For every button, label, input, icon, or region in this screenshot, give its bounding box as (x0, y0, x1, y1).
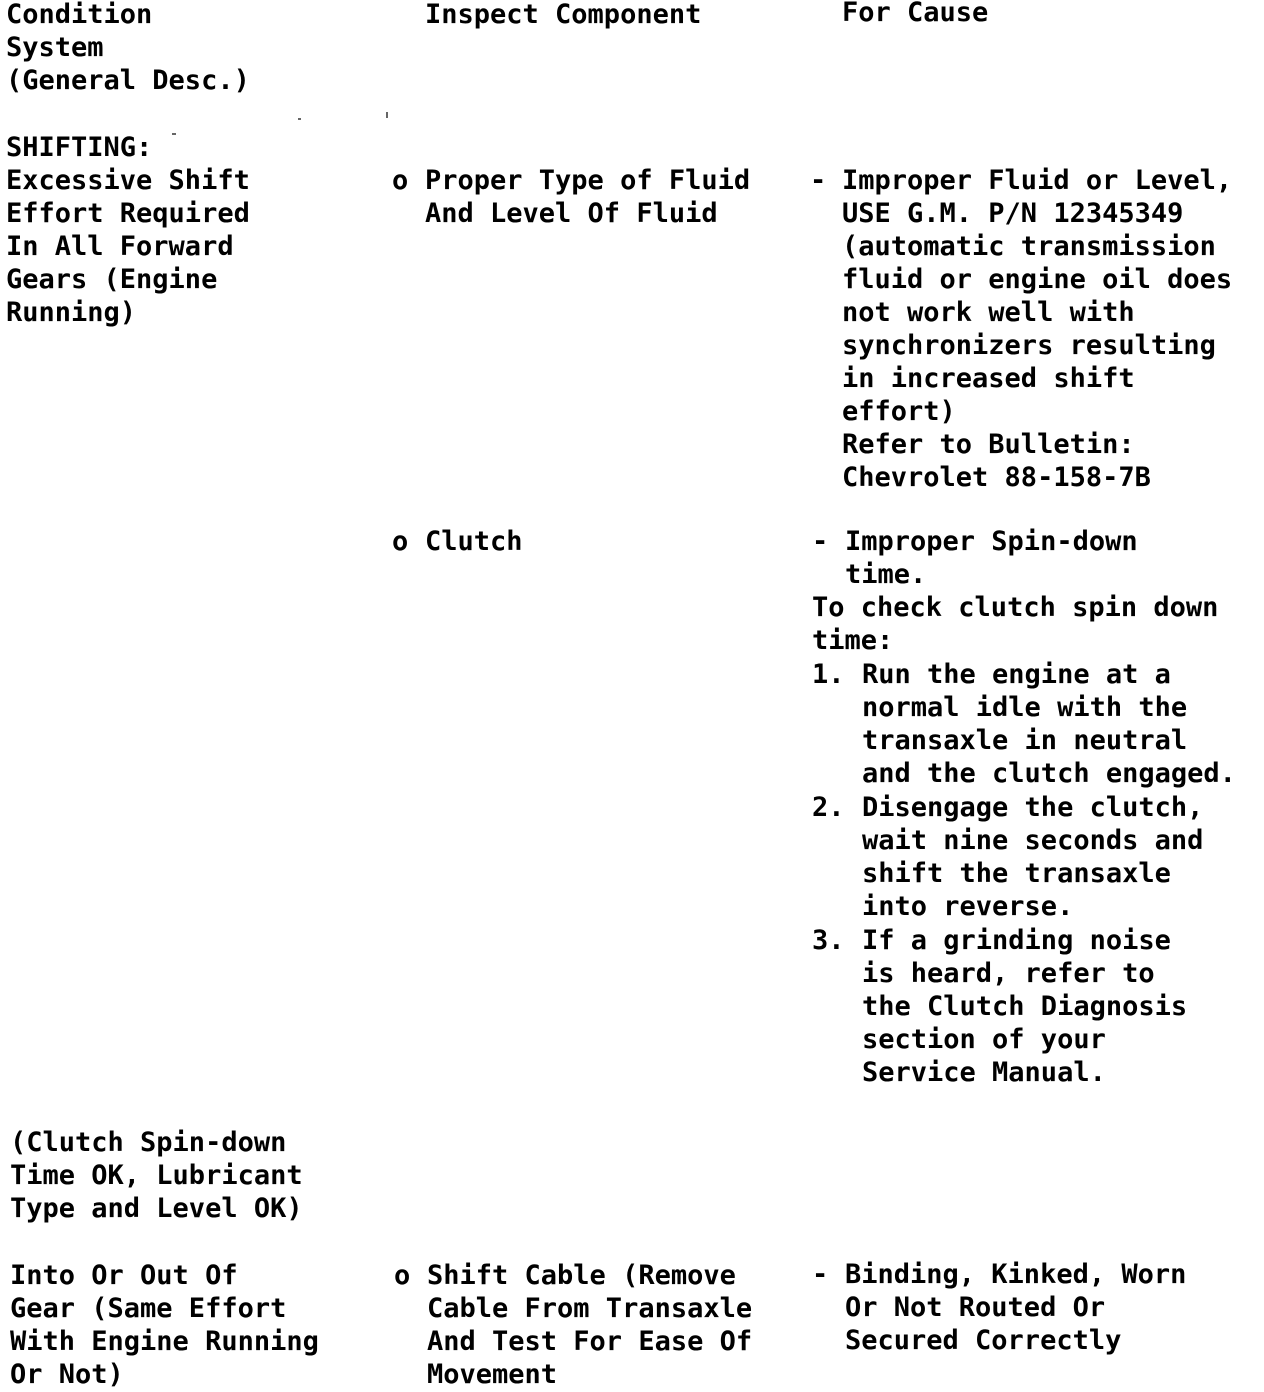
step-number: 2. (812, 792, 845, 823)
inspect-shift-cable: Shift Cable (Remove Cable From Transaxle And Test For Ease Of Movement (427, 1260, 753, 1390)
step-text: If a grinding noise is heard, refer to the Clutch Diagnosis section of your Service Manual. (862, 925, 1188, 1088)
condition-into-out-of-gear: Into Or Out Of Gear (Same Effort With Engine Running Or Not) (10, 1260, 319, 1390)
cause-shift-cable: Binding, Kinked, Worn Or Not Routed Or Secured Correctly (845, 1259, 1187, 1356)
bullet-fluid: o (392, 165, 409, 196)
step-number: 1. (812, 659, 845, 690)
header-inspect-component: Inspect Component (425, 0, 702, 30)
dash-fluid: - (810, 165, 827, 196)
inspect-clutch: Clutch (425, 526, 523, 557)
cause-fluid: Improper Fluid or Level, USE G.M. P/N 12345349 (automatic transmission fluid or engine oil does not work well with synchronizers resulting in increased shift effort) Refer to Bulletin: Chevrolet 88-158-7B (842, 165, 1233, 493)
header-for-cause: For Cause (842, 0, 989, 28)
step-number: 3. (812, 925, 845, 956)
condition-note: (Clutch Spin-down Time OK, Lubricant Type and Level OK) (10, 1127, 303, 1224)
dash-shift-cable: - (812, 1259, 829, 1290)
scan-speck (298, 118, 301, 120)
bullet-shift-cable: o (394, 1260, 411, 1291)
scan-speck (386, 112, 388, 118)
bullet-clutch: o (392, 526, 409, 557)
inspect-fluid: Proper Type of Fluid And Level Of Fluid (425, 165, 751, 229)
dash-clutch: - (812, 526, 829, 557)
check-intro: To check clutch spin down time: (812, 592, 1219, 656)
header-condition: Condition System (General Desc.) (6, 0, 250, 96)
step-text: Run the engine at a normal idle with the transaxle in neutral and the clutch engaged. (862, 659, 1236, 789)
condition-shifting: SHIFTING: Excessive Shift Effort Required In All Forward Gears (Engine Running) (6, 132, 250, 328)
step-text: Disengage the clutch, wait nine seconds and shift the transaxle into reverse. (862, 792, 1204, 922)
cause-clutch: Improper Spin-down time. (845, 526, 1138, 590)
